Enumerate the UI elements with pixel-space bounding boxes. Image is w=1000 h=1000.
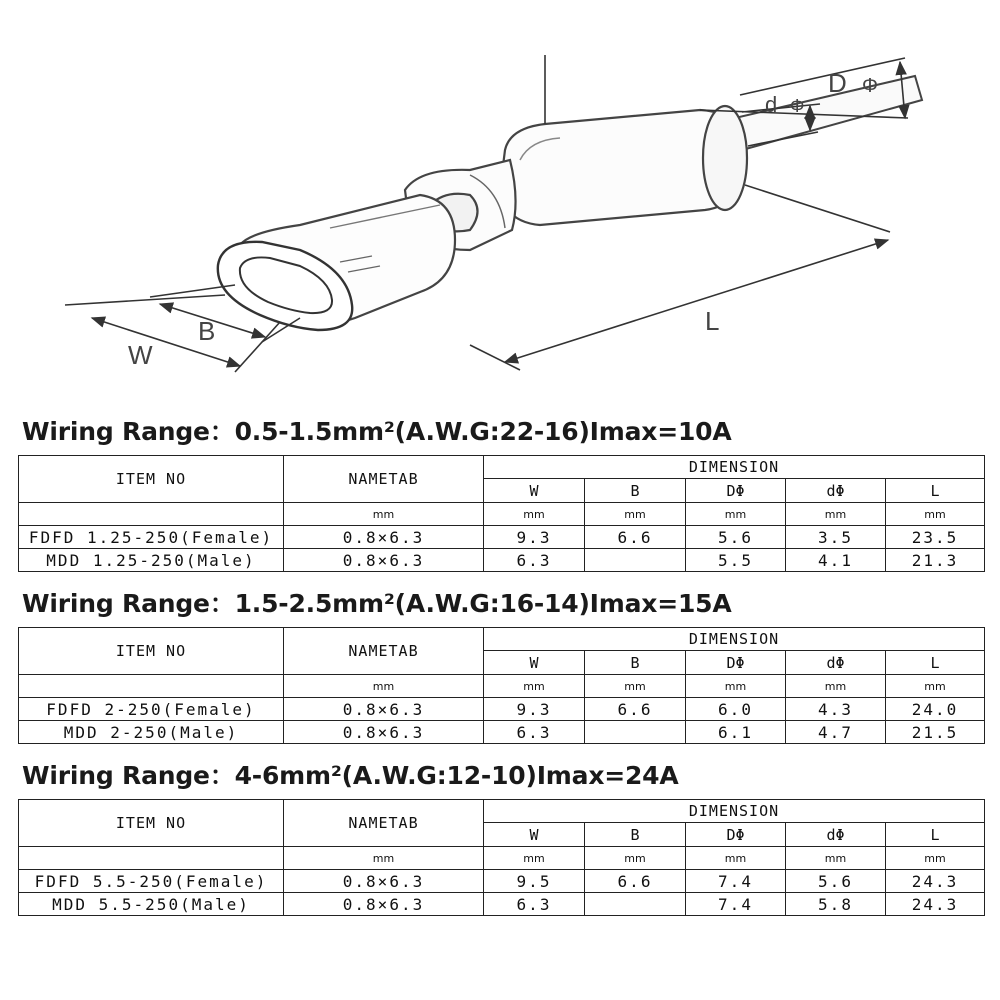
header-w: W: [484, 823, 585, 847]
header-b: B: [585, 651, 686, 675]
unit-b: mm: [585, 847, 686, 870]
cell-w: 9.3: [484, 698, 585, 721]
unit-w: mm: [484, 675, 585, 698]
dim-label-d: D: [828, 68, 847, 98]
cell-nametab: 0.8×6.3: [284, 893, 484, 916]
terminal-dimension-drawing: [0, 0, 1000, 410]
cell-d-phi: 5.6: [686, 526, 786, 549]
header-d-phi: DΦ: [686, 823, 786, 847]
units-row: [19, 503, 985, 526]
dim-label-d-phi: Φ: [862, 75, 878, 97]
cell-small-d-phi: 5.6: [786, 870, 886, 893]
header-dimension: DIMENSION: [484, 628, 985, 651]
cell-small-d-phi: 4.3: [786, 698, 886, 721]
cell-d-phi: 5.5: [686, 549, 786, 572]
unit-nametab: mm: [284, 503, 484, 526]
cell-d-phi: 6.1: [686, 721, 786, 744]
rear-insulation-sleeve: [500, 106, 747, 225]
header-small-d-phi: dΦ: [786, 479, 886, 503]
cell-w: 6.3: [484, 721, 585, 744]
cell-d-phi: 7.4: [686, 893, 786, 916]
unit-item-blank: [19, 675, 284, 698]
header-nametab: NAMETAB: [284, 800, 484, 847]
cell-item-no: FDFD 2-250(Female): [19, 698, 284, 721]
units-row: [19, 675, 985, 698]
cell-nametab: 0.8×6.3: [284, 721, 484, 744]
cell-d-phi: 7.4: [686, 870, 786, 893]
unit-d-phi: mm: [686, 503, 786, 526]
cell-b: [585, 893, 686, 916]
table-row: [19, 549, 985, 572]
unit-l: mm: [886, 847, 985, 870]
unit-small-d-phi: mm: [786, 503, 886, 526]
cell-l: 24.0: [886, 698, 985, 721]
unit-w: mm: [484, 503, 585, 526]
table-row: [19, 698, 985, 721]
table-row: [19, 893, 985, 916]
header-l: L: [886, 479, 985, 503]
header-d-phi: DΦ: [686, 479, 786, 503]
header-item-no: ITEM NO: [19, 628, 284, 675]
cell-item-no: FDFD 1.25-250(Female): [19, 526, 284, 549]
header-item-no: ITEM NO: [19, 456, 284, 503]
table-row: [19, 526, 985, 549]
terminal-drawing-svg: [0, 0, 1000, 410]
cell-item-no: MDD 2-250(Male): [19, 721, 284, 744]
cell-l: 21.5: [886, 721, 985, 744]
cell-l: 23.5: [886, 526, 985, 549]
cell-small-d-phi: 5.8: [786, 893, 886, 916]
header-d-phi: DΦ: [686, 651, 786, 675]
wiring-range-title-2: Wiring Range：1.5-2.5mm²(A.W.G:16-14)Imax=15A: [22, 589, 732, 618]
header-nametab: NAMETAB: [284, 628, 484, 675]
units-row: [19, 847, 985, 870]
cell-nametab: 0.8×6.3: [284, 526, 484, 549]
header-nametab: NAMETAB: [284, 456, 484, 503]
header-dimension: DIMENSION: [484, 456, 985, 479]
cell-item-no: MDD 5.5-250(Male): [19, 893, 284, 916]
unit-item-blank: [19, 503, 284, 526]
wiring-range-title-1: Wiring Range：0.5-1.5mm²(A.W.G:22-16)Imax=10A: [22, 417, 732, 446]
header-small-d-phi: dΦ: [786, 823, 886, 847]
cell-w: 9.3: [484, 526, 585, 549]
unit-nametab: mm: [284, 847, 484, 870]
cell-item-no: MDD 1.25-250(Male): [19, 549, 284, 572]
header-w: W: [484, 479, 585, 503]
header-l: L: [886, 823, 985, 847]
cell-b: 6.6: [585, 698, 686, 721]
dim-label-b: B: [198, 316, 216, 346]
unit-l: mm: [886, 675, 985, 698]
cell-nametab: 0.8×6.3: [284, 870, 484, 893]
wiring-range-title-3: Wiring Range：4-6mm²(A.W.G:12-10)Imax=24A: [22, 761, 679, 790]
cell-d-phi: 6.0: [686, 698, 786, 721]
unit-b: mm: [585, 503, 686, 526]
dim-label-small-d-phi: Φ: [790, 96, 805, 116]
cell-w: 6.3: [484, 549, 585, 572]
unit-d-phi: mm: [686, 675, 786, 698]
spec-table-1: [18, 455, 985, 572]
unit-small-d-phi: mm: [786, 847, 886, 870]
cell-l: 21.3: [886, 549, 985, 572]
cell-small-d-phi: 4.1: [786, 549, 886, 572]
header-b: B: [585, 479, 686, 503]
table-row: [19, 870, 985, 893]
dim-label-small-d: d: [765, 92, 778, 117]
cell-item-no: FDFD 5.5-250(Female): [19, 870, 284, 893]
spec-table-3: [18, 799, 985, 916]
unit-l: mm: [886, 503, 985, 526]
cell-l: 24.3: [886, 870, 985, 893]
cell-b: 6.6: [585, 870, 686, 893]
dim-label-w: W: [128, 340, 153, 370]
cell-nametab: 0.8×6.3: [284, 549, 484, 572]
cell-b: 6.6: [585, 526, 686, 549]
header-l: L: [886, 651, 985, 675]
unit-w: mm: [484, 847, 585, 870]
header-item-no: ITEM NO: [19, 800, 284, 847]
header-dimension: DIMENSION: [484, 800, 985, 823]
table-row: [19, 721, 985, 744]
unit-item-blank: [19, 847, 284, 870]
unit-nametab: mm: [284, 675, 484, 698]
header-small-d-phi: dΦ: [786, 651, 886, 675]
cell-nametab: 0.8×6.3: [284, 698, 484, 721]
cell-l: 24.3: [886, 893, 985, 916]
cell-b: [585, 721, 686, 744]
unit-d-phi: mm: [686, 847, 786, 870]
spec-table-2: [18, 627, 985, 744]
header-w: W: [484, 651, 585, 675]
cell-w: 6.3: [484, 893, 585, 916]
cell-small-d-phi: 4.7: [786, 721, 886, 744]
unit-b: mm: [585, 675, 686, 698]
header-b: B: [585, 823, 686, 847]
unit-small-d-phi: mm: [786, 675, 886, 698]
dim-label-l: L: [705, 306, 720, 336]
cell-b: [585, 549, 686, 572]
cell-w: 9.5: [484, 870, 585, 893]
cell-small-d-phi: 3.5: [786, 526, 886, 549]
